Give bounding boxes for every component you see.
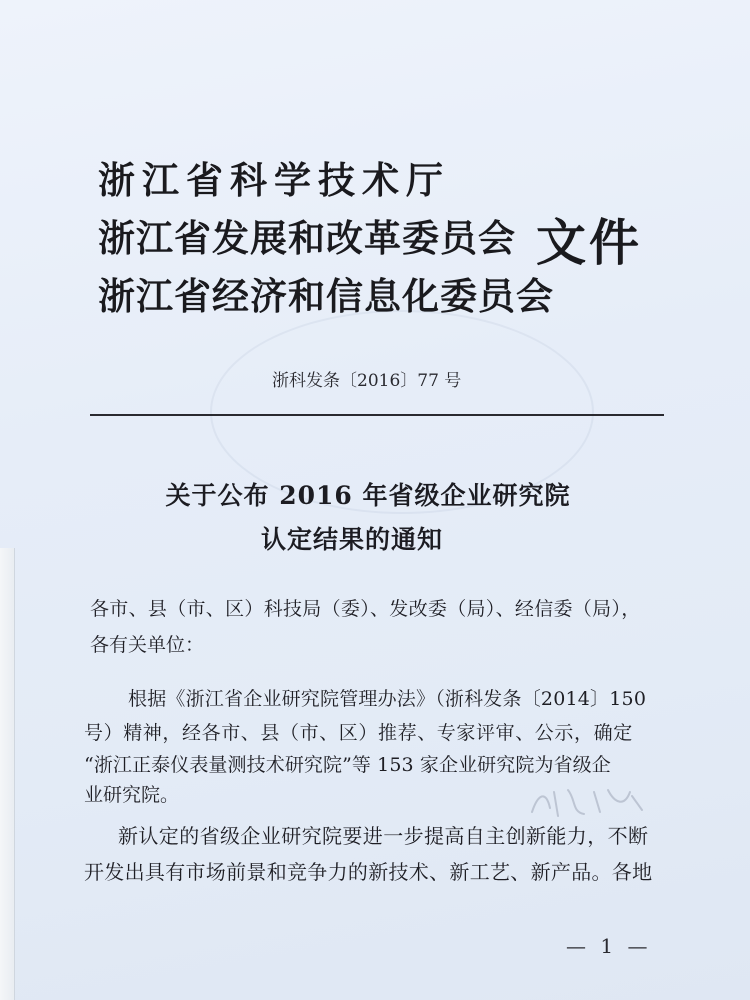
body-line-paragraph1-4: 业研究院。: [84, 784, 180, 806]
page-number: — 1 —: [566, 934, 652, 958]
body-line-paragraph1-1: 根据《浙江省企业研究院管理办法》（浙科发条〔2014〕150: [128, 688, 647, 710]
document-number: 浙科发条〔2016〕77 号: [272, 371, 462, 391]
notice-title-line-1: 关于公布 2016 年省级企业研究院: [165, 481, 571, 510]
notice-title-line-2: 认定结果的通知: [260, 525, 443, 554]
body-line-addressees-cont: 各有关单位：: [90, 634, 205, 656]
org-line-economy-commission: 浙江省经济和信息化委员会: [98, 275, 554, 318]
underlying-sheet-edge: [0, 548, 15, 1000]
handwritten-pencil-mark: [528, 782, 648, 822]
body-line-addressees: 各市、县（市、区）科技局（委）、发改委（局）、经信委（局），: [90, 598, 641, 620]
header-divider: [90, 414, 664, 416]
file-label: 文件: [536, 213, 642, 272]
org-line-science-dept: 浙江省科学技术厅: [98, 159, 450, 202]
body-line-paragraph1-3: “浙江正泰仪表量测技术研究院”等 153 家企业研究院为省级企: [84, 754, 611, 776]
org-line-development-commission: 浙江省发展和改革委员会: [98, 217, 516, 260]
issuing-organizations: [98, 152, 554, 326]
body-line-paragraph1-2: 号）精神，经各市、县（市、区）推荐、专家评审、公示，确定: [84, 722, 633, 744]
body-line-paragraph2-1: 新认定的省级企业研究院要进一步提高自主创新能力，不断: [118, 824, 649, 848]
body-line-paragraph2-2: 开发出具有市场前景和竞争力的新技术、新工艺、新产品。各地: [84, 860, 653, 884]
